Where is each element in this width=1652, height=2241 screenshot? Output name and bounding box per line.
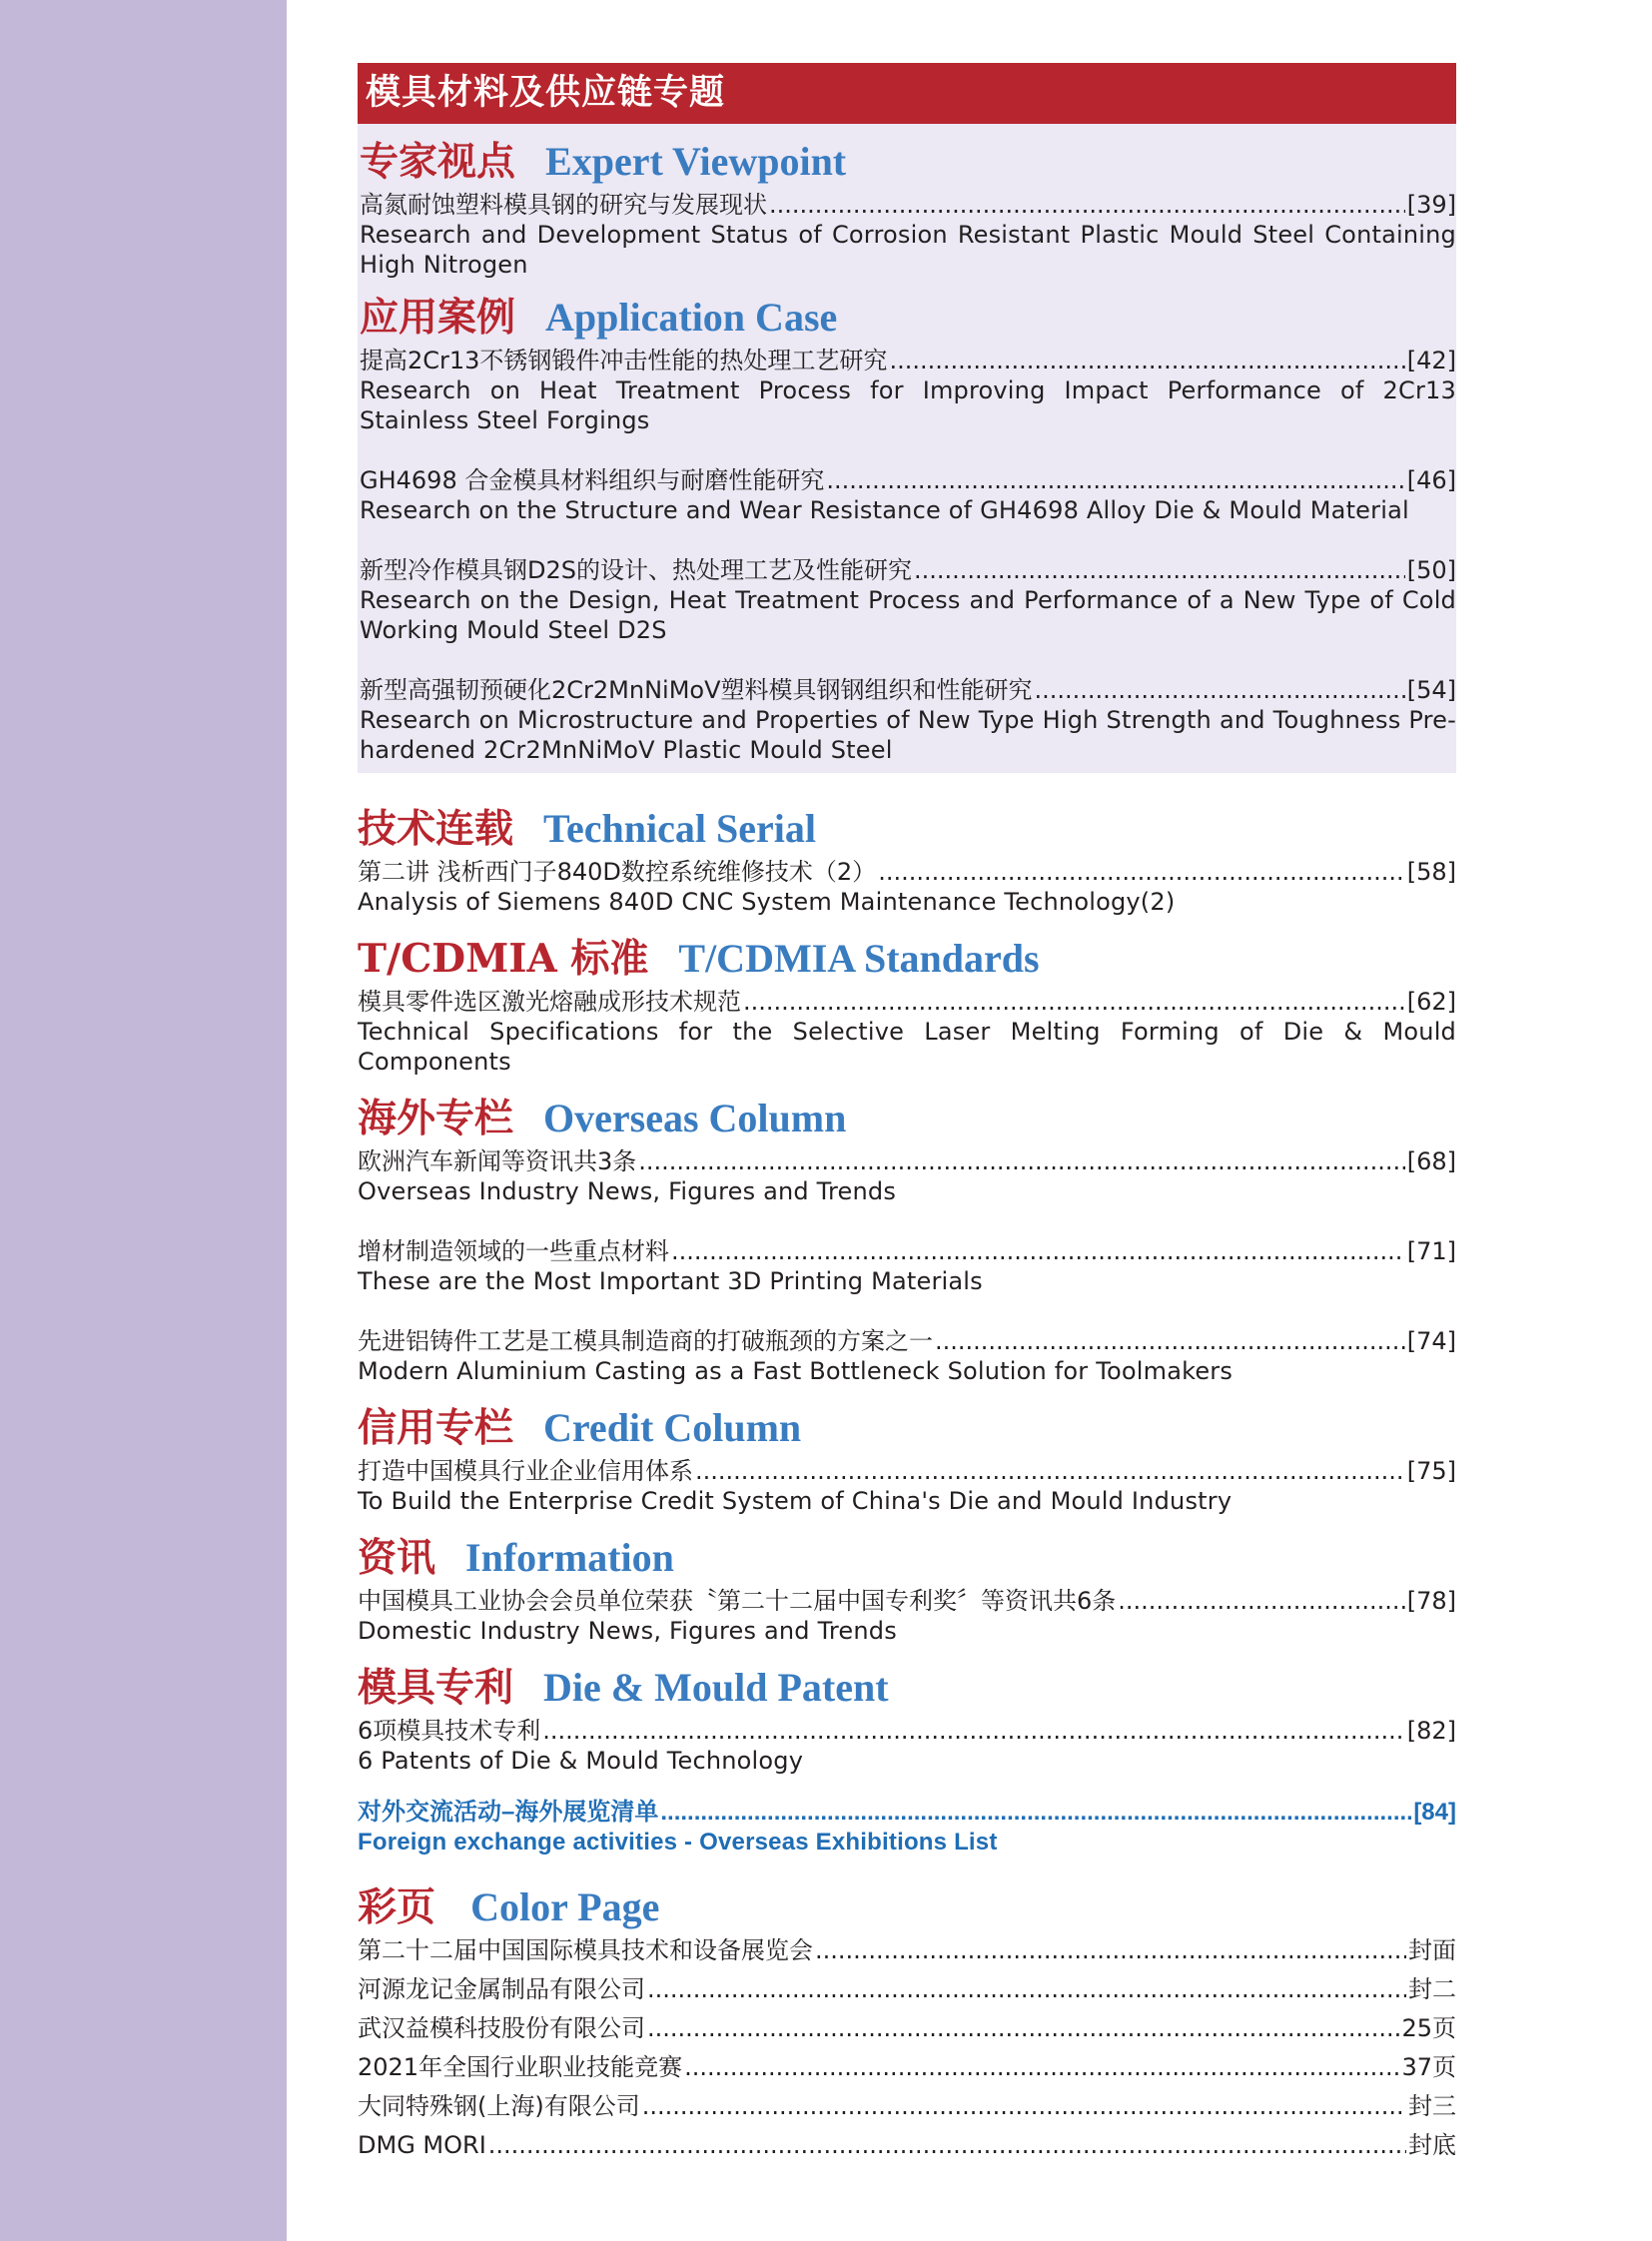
section-heading xyxy=(360,124,1456,186)
section-title-en: Color Page xyxy=(470,1884,660,1929)
exhibition-en: Foreign exchange activities - Overseas Exhibitions List xyxy=(358,1829,998,1856)
page-number: [78] xyxy=(1406,1587,1456,1615)
toc-entry-row xyxy=(358,857,1456,887)
toc-entry[interactable] xyxy=(360,555,1456,645)
page-number: [62] xyxy=(1406,988,1456,1016)
page-number: [39] xyxy=(1406,191,1456,219)
entry-title-en: 6 Patents of Die & Mould Technology xyxy=(358,1747,804,1775)
advertiser-name: 大同特殊钢(上海)有限公司 xyxy=(358,2092,640,2120)
leader-dots xyxy=(1118,1586,1404,1616)
toc-entry-row xyxy=(360,555,1456,585)
toc-entry-row xyxy=(358,987,1456,1017)
toc-section xyxy=(360,124,1456,280)
leader-dots xyxy=(647,1970,1406,2009)
sections xyxy=(358,791,1456,1776)
color-page-list xyxy=(358,1931,1456,2165)
leader-dots xyxy=(878,857,1405,887)
leader-dots xyxy=(642,2087,1406,2126)
entry-title-en: Research on the Design, Heat Treatment Process and Performance of a New Type of Cold Working Mould Steel D2S xyxy=(360,586,1456,644)
leader-dots xyxy=(647,2009,1399,2048)
advertiser-name: 2021年全国行业职业技能竞赛 xyxy=(358,2053,683,2081)
entry-title-cn: 高氮耐蚀塑料模具钢的研究与发展现状 xyxy=(360,191,767,219)
toc-entry[interactable] xyxy=(360,190,1456,280)
section-heading xyxy=(358,1869,1456,1931)
leader-dots xyxy=(1035,675,1405,705)
section-title-cn: T/CDMIA 标准 xyxy=(358,936,649,982)
toc-entry[interactable] xyxy=(358,1586,1456,1646)
toc-entry[interactable] xyxy=(360,346,1456,435)
color-page-item[interactable] xyxy=(358,2126,1456,2165)
toc-entry-row xyxy=(360,465,1456,495)
page-location: 封三 xyxy=(1408,2092,1456,2120)
section-title-en: Expert Viewpoint xyxy=(545,139,847,184)
section-title-en: Overseas Column xyxy=(543,1096,847,1140)
entry-title-en: Technical Specifications for the Selective Laser Melting Forming of Die & Mould Components xyxy=(358,1018,1456,1076)
toc-entry[interactable] xyxy=(358,857,1456,917)
entry-title-en: Analysis of Siemens 840D CNC System Maintenance Technology(2) xyxy=(358,888,1176,916)
entry-title-en: Research and Development Status of Corrosion Resistant Plastic Mould Steel Containing High Nitrogen xyxy=(360,221,1456,279)
toc-section xyxy=(358,1390,1456,1516)
toc-entry-row xyxy=(358,1456,1456,1486)
leader-dots xyxy=(695,1456,1405,1486)
section-heading xyxy=(358,1390,1456,1452)
color-page-item[interactable] xyxy=(358,1970,1456,2009)
entry-title-en: To Build the Enterprise Credit System of China's Die and Mould Industry xyxy=(358,1487,1233,1515)
section-heading xyxy=(358,1520,1456,1582)
toc-entry[interactable] xyxy=(358,1456,1456,1516)
toc-entry[interactable] xyxy=(358,987,1456,1077)
page-number: [82] xyxy=(1406,1717,1456,1745)
entry-title-cn: 模具零件选区激光熔融成形技术规范 xyxy=(358,988,741,1016)
section-title-en: Application Case xyxy=(545,295,838,340)
entry-title-en: Research on Microstructure and Properties of New Type High Strength and Toughness Pre-hardened 2Cr2MnNiMoV Plastic Mould Steel xyxy=(360,706,1456,764)
section-heading xyxy=(358,1081,1456,1142)
section-title-cn: 信用专栏 xyxy=(358,1405,514,1451)
section-heading xyxy=(358,791,1456,853)
exhibition-page: [84] xyxy=(1413,1799,1456,1826)
toc-entry[interactable] xyxy=(358,1146,1456,1206)
section-heading xyxy=(358,1650,1456,1712)
color-page-item[interactable] xyxy=(358,2009,1456,2048)
leader-dots xyxy=(671,1236,1405,1266)
entry-title-en: Research on Heat Treatment Process for Improving Impact Performance of 2Cr13 Stainless Steel Forgings xyxy=(360,376,1456,434)
section-heading xyxy=(358,921,1456,983)
topic-box xyxy=(358,124,1456,773)
page-number: [42] xyxy=(1406,347,1456,374)
leader-dots xyxy=(889,346,1404,375)
entry-title-cn: 新型冷作模具钢D2S的设计、热处理工艺及性能研究 xyxy=(360,556,912,584)
color-page-section xyxy=(358,1869,1456,2165)
entry-title-cn: 第二讲 浅析西门子840D数控系统维修技术（2） xyxy=(358,858,877,886)
leader-dots xyxy=(684,2048,1399,2087)
toc-entry-row xyxy=(358,1716,1456,1746)
leader-dots xyxy=(815,1931,1406,1970)
entry-title-en: Overseas Industry News, Figures and Trends xyxy=(358,1177,897,1205)
section-title-en: Credit Column xyxy=(543,1405,802,1450)
left-sidebar-band xyxy=(0,0,287,2241)
color-page-item[interactable] xyxy=(358,2048,1456,2087)
section-title-en: Technical Serial xyxy=(543,806,816,851)
page-location: 25页 xyxy=(1401,2014,1456,2042)
page-number: [71] xyxy=(1406,1237,1456,1265)
toc-entry-row xyxy=(358,1236,1456,1266)
leader-dots xyxy=(660,1798,1411,1828)
exhibition-entry[interactable] xyxy=(358,1798,1456,1858)
entry-title-cn: 欧洲汽车新闻等资讯共3条 xyxy=(358,1147,637,1175)
toc-entry-row xyxy=(358,1146,1456,1176)
entry-title-en: These are the Most Important 3D Printing Materials xyxy=(358,1267,983,1295)
entry-title-cn: 打造中国模具行业企业信用体系 xyxy=(358,1457,693,1485)
entry-title-cn: 提高2Cr13不锈钢锻件冲击性能的热处理工艺研究 xyxy=(360,347,888,374)
toc-section xyxy=(358,1520,1456,1646)
toc-section xyxy=(358,921,1456,1077)
entry-title-en: Domestic Industry News, Figures and Trends xyxy=(358,1617,897,1645)
toc-entry[interactable] xyxy=(358,1716,1456,1776)
leader-dots xyxy=(826,465,1404,495)
color-page-item[interactable] xyxy=(358,2087,1456,2126)
table-of-contents xyxy=(358,63,1456,2165)
page-location: 封面 xyxy=(1408,1936,1456,1964)
page-number: [75] xyxy=(1406,1457,1456,1485)
toc-entry[interactable] xyxy=(360,465,1456,525)
section-title-cn: 应用案例 xyxy=(360,295,516,341)
section-title-cn: 资讯 xyxy=(358,1535,436,1581)
entry-title-cn: 先进铝铸件工艺是工模具制造商的打破瓶颈的方案之一 xyxy=(358,1327,933,1355)
toc-entry-row xyxy=(360,190,1456,220)
color-page-item[interactable] xyxy=(358,1931,1456,1970)
entry-title-en: Modern Aluminium Casting as a Fast Bottleneck Solution for Toolmakers xyxy=(358,1357,1234,1385)
page-number: [68] xyxy=(1406,1147,1456,1175)
section-title-cn: 专家视点 xyxy=(360,139,516,185)
section-title-en: Die & Mould Patent xyxy=(543,1665,889,1710)
toc-entry[interactable] xyxy=(358,1236,1456,1296)
leader-dots xyxy=(743,987,1405,1017)
page-number: [50] xyxy=(1406,556,1456,584)
page-number: [58] xyxy=(1406,858,1456,886)
section-title-en: T/CDMIA Standards xyxy=(678,936,1040,981)
toc-entry[interactable] xyxy=(358,1326,1456,1386)
section-title-en: Information xyxy=(465,1535,674,1580)
page-number: [54] xyxy=(1406,676,1456,704)
entry-title-en: Research on the Structure and Wear Resistance of GH4698 Alloy Die & Mould Material xyxy=(360,496,1409,524)
leader-dots xyxy=(488,2126,1406,2165)
toc-section xyxy=(358,791,1456,917)
advertiser-name: 河源龙记金属制品有限公司 xyxy=(358,1975,645,2003)
page-location: 封二 xyxy=(1408,1975,1456,2003)
page-number: [46] xyxy=(1406,466,1456,494)
page-location: 37页 xyxy=(1401,2053,1456,2081)
toc-entry-row xyxy=(360,346,1456,375)
page-location: 封底 xyxy=(1408,2131,1456,2159)
page-number: [74] xyxy=(1406,1327,1456,1355)
entry-title-cn: GH4698 合金模具材料组织与耐磨性能研究 xyxy=(360,466,825,494)
exhibition-cn: 对外交流活动–海外展览清单 xyxy=(358,1799,659,1826)
advertiser-name: DMG MORI xyxy=(358,2131,486,2159)
leader-dots xyxy=(638,1146,1404,1176)
toc-entry-row xyxy=(358,1586,1456,1616)
entry-title-cn: 中国模具工业协会会员单位荣获〝第二十二届中国专利奖〞等资讯共6条 xyxy=(358,1587,1117,1615)
advertiser-name: 武汉益模科技股份有限公司 xyxy=(358,2014,645,2042)
leader-dots xyxy=(914,555,1405,585)
toc-entry[interactable] xyxy=(360,675,1456,765)
section-title-cn: 彩页 xyxy=(358,1884,436,1930)
toc-entry-row xyxy=(358,1326,1456,1356)
entry-title-cn: 增材制造领域的一些重点材料 xyxy=(358,1237,669,1265)
toc-section xyxy=(358,1081,1456,1386)
topic-banner: 模具材料及供应链专题 xyxy=(358,63,1456,124)
entry-title-cn: 新型高强韧预硬化2Cr2MnNiMoV塑料模具钢钢组织和性能研究 xyxy=(360,676,1033,704)
advertiser-name: 第二十二届中国国际模具技术和设备展览会 xyxy=(358,1936,813,1964)
leader-dots xyxy=(769,190,1405,220)
toc-section xyxy=(358,1650,1456,1776)
section-title-cn: 技术连载 xyxy=(358,806,514,852)
toc-section xyxy=(360,280,1456,765)
section-title-cn: 海外专栏 xyxy=(358,1096,514,1141)
leader-dots xyxy=(935,1326,1405,1356)
toc-entry-row xyxy=(360,675,1456,705)
entry-title-cn: 6项模具技术专利 xyxy=(358,1717,541,1745)
leader-dots xyxy=(542,1716,1404,1746)
section-heading xyxy=(360,280,1456,342)
section-title-cn: 模具专利 xyxy=(358,1665,514,1711)
